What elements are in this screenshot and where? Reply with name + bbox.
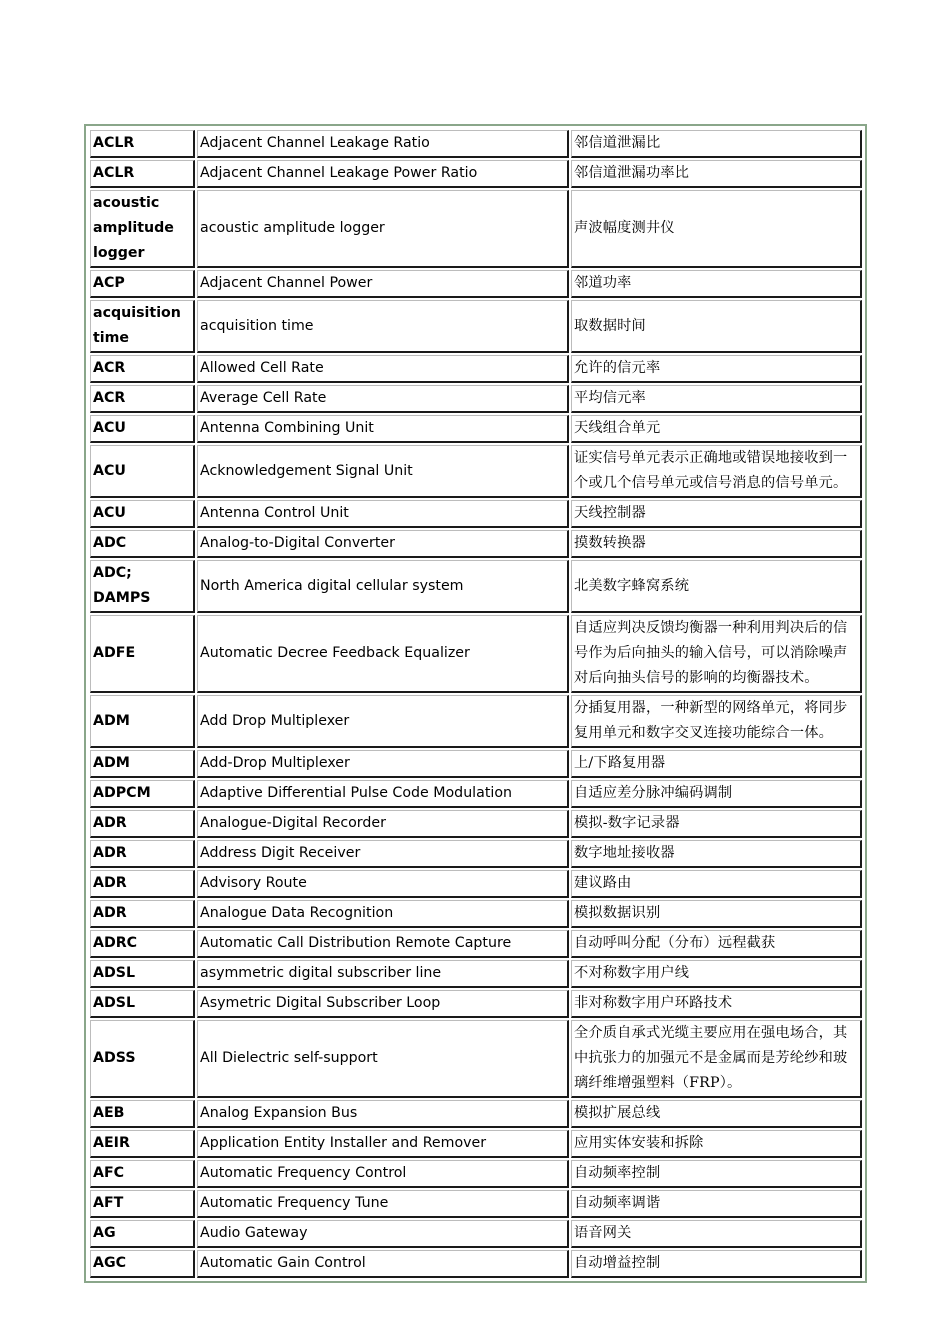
abbreviation-cell: ADSL (90, 990, 195, 1018)
glossary-table-body (90, 130, 862, 1278)
chinese-translation-cell: 自适应差分脉冲编码调制 (571, 780, 862, 808)
glossary-row (90, 1220, 862, 1248)
term-cell: Automatic Gain Control (197, 1250, 569, 1278)
term-cell: Asymetric Digital Subscriber Loop (197, 990, 569, 1018)
term-cell: All Dielectric self-support (197, 1020, 569, 1098)
abbreviation-cell: ADR (90, 870, 195, 898)
abbreviation-cell: AG (90, 1220, 195, 1248)
term-cell: Adjacent Channel Leakage Ratio (197, 130, 569, 158)
term-cell: Adjacent Channel Leakage Power Ratio (197, 160, 569, 188)
glossary-row (90, 500, 862, 528)
abbreviation-cell: ACU (90, 415, 195, 443)
chinese-translation-cell: 自动频率控制 (571, 1160, 862, 1188)
glossary-row (90, 300, 862, 353)
glossary-row (90, 160, 862, 188)
glossary-row (90, 1130, 862, 1158)
abbreviation-cell: AEB (90, 1100, 195, 1128)
chinese-translation-cell: 上/下路复用器 (571, 750, 862, 778)
chinese-translation-cell: 模拟扩展总线 (571, 1100, 862, 1128)
glossary-row (90, 990, 862, 1018)
abbreviation-cell: ADPCM (90, 780, 195, 808)
chinese-translation-cell: 声波幅度测井仪 (571, 190, 862, 268)
chinese-translation-cell: 自动增益控制 (571, 1250, 862, 1278)
term-cell: Application Entity Installer and Remover (197, 1130, 569, 1158)
chinese-translation-cell: 平均信元率 (571, 385, 862, 413)
term-cell: Acknowledgement Signal Unit (197, 445, 569, 498)
chinese-translation-cell: 允许的信元率 (571, 355, 862, 383)
term-cell: Analogue-Digital Recorder (197, 810, 569, 838)
glossary-table (88, 128, 864, 1280)
chinese-translation-cell: 天线组合单元 (571, 415, 862, 443)
chinese-translation-cell: 取数据时间 (571, 300, 862, 353)
term-cell: Address Digit Receiver (197, 840, 569, 868)
chinese-translation-cell: 建议路由 (571, 870, 862, 898)
glossary-row (90, 960, 862, 988)
chinese-translation-cell: 模拟-数字记录器 (571, 810, 862, 838)
abbreviation-cell: ADRC (90, 930, 195, 958)
glossary-row (90, 615, 862, 693)
glossary-row (90, 1020, 862, 1098)
term-cell: Analog-to-Digital Converter (197, 530, 569, 558)
glossary-row (90, 560, 862, 613)
term-cell: Analog Expansion Bus (197, 1100, 569, 1128)
chinese-translation-cell: 不对称数字用户线 (571, 960, 862, 988)
abbreviation-cell: AFT (90, 1190, 195, 1218)
term-cell: Average Cell Rate (197, 385, 569, 413)
chinese-translation-cell: 数字地址接收器 (571, 840, 862, 868)
abbreviation-cell: ADR (90, 810, 195, 838)
abbreviation-cell: ADM (90, 750, 195, 778)
abbreviation-cell: ADC (90, 530, 195, 558)
term-cell: Analogue Data Recognition (197, 900, 569, 928)
term-cell: Automatic Frequency Tune (197, 1190, 569, 1218)
term-cell: North America digital cellular system (197, 560, 569, 613)
term-cell: Allowed Cell Rate (197, 355, 569, 383)
glossary-row (90, 1250, 862, 1278)
chinese-translation-cell: 模拟数据识别 (571, 900, 862, 928)
abbreviation-cell: ACR (90, 355, 195, 383)
term-cell: acoustic amplitude logger (197, 190, 569, 268)
abbreviation-cell: ADFE (90, 615, 195, 693)
glossary-row (90, 1160, 862, 1188)
glossary-row (90, 530, 862, 558)
chinese-translation-cell: 分插复用器，一种新型的网络单元，将同步复用单元和数字交叉连接功能综合一体。 (571, 695, 862, 748)
term-cell: Advisory Route (197, 870, 569, 898)
glossary-row (90, 900, 862, 928)
glossary-row (90, 810, 862, 838)
abbreviation-cell: AFC (90, 1160, 195, 1188)
term-cell: Adjacent Channel Power (197, 270, 569, 298)
chinese-translation-cell: 北美数字蜂窝系统 (571, 560, 862, 613)
glossary-row (90, 1190, 862, 1218)
term-cell: Antenna Combining Unit (197, 415, 569, 443)
abbreviation-cell: ACLR (90, 130, 195, 158)
glossary-row (90, 930, 862, 958)
term-cell: Add-Drop Multiplexer (197, 750, 569, 778)
abbreviation-cell: ADSS (90, 1020, 195, 1098)
chinese-translation-cell: 天线控制器 (571, 500, 862, 528)
chinese-translation-cell: 邻信道泄漏功率比 (571, 160, 862, 188)
term-cell: asymmetric digital subscriber line (197, 960, 569, 988)
glossary-row (90, 750, 862, 778)
chinese-translation-cell: 邻道功率 (571, 270, 862, 298)
abbreviation-cell: ACP (90, 270, 195, 298)
glossary-row (90, 1100, 862, 1128)
abbreviation-cell: ACU (90, 500, 195, 528)
abbreviation-cell: ADR (90, 840, 195, 868)
term-cell: Antenna Control Unit (197, 500, 569, 528)
term-cell: Automatic Call Distribution Remote Capture (197, 930, 569, 958)
chinese-translation-cell: 邻信道泄漏比 (571, 130, 862, 158)
chinese-translation-cell: 自动呼叫分配（分布）远程截获 (571, 930, 862, 958)
term-cell: Add Drop Multiplexer (197, 695, 569, 748)
abbreviation-cell: ACU (90, 445, 195, 498)
abbreviation-cell: AEIR (90, 1130, 195, 1158)
abbreviation-cell: ACLR (90, 160, 195, 188)
abbreviation-cell: ADSL (90, 960, 195, 988)
glossary-row (90, 415, 862, 443)
abbreviation-cell: acquisition time (90, 300, 195, 353)
abbreviation-cell: ADM (90, 695, 195, 748)
glossary-row (90, 870, 862, 898)
chinese-translation-cell: 应用实体安装和拆除 (571, 1130, 862, 1158)
glossary-table-frame (84, 124, 867, 1283)
glossary-row (90, 780, 862, 808)
abbreviation-cell: AGC (90, 1250, 195, 1278)
term-cell: acquisition time (197, 300, 569, 353)
term-cell: Automatic Decree Feedback Equalizer (197, 615, 569, 693)
glossary-row (90, 695, 862, 748)
chinese-translation-cell: 全介质自承式光缆主要应用在强电场合，其中抗张力的加强元不是金属而是芳纶纱和玻璃纤维增强塑料（FRP）。 (571, 1020, 862, 1098)
glossary-row (90, 270, 862, 298)
chinese-translation-cell: 非对称数字用户环路技术 (571, 990, 862, 1018)
chinese-translation-cell: 自适应判决反馈均衡器一种利用判决后的信号作为后向抽头的输入信号，可以消除噪声对后向抽头信号的影响的均衡器技术。 (571, 615, 862, 693)
glossary-row (90, 385, 862, 413)
chinese-translation-cell: 自动频率调谐 (571, 1190, 862, 1218)
abbreviation-cell: acoustic amplitude logger (90, 190, 195, 268)
glossary-row (90, 355, 862, 383)
chinese-translation-cell: 摸数转换器 (571, 530, 862, 558)
chinese-translation-cell: 证实信号单元表示正确地或错误地接收到一个或几个信号单元或信号消息的信号单元。 (571, 445, 862, 498)
glossary-row (90, 190, 862, 268)
glossary-row (90, 130, 862, 158)
term-cell: Automatic Frequency Control (197, 1160, 569, 1188)
abbreviation-cell: ADR (90, 900, 195, 928)
chinese-translation-cell: 语音网关 (571, 1220, 862, 1248)
glossary-row (90, 445, 862, 498)
abbreviation-cell: ADC; DAMPS (90, 560, 195, 613)
term-cell: Audio Gateway (197, 1220, 569, 1248)
abbreviation-cell: ACR (90, 385, 195, 413)
glossary-row (90, 840, 862, 868)
term-cell: Adaptive Differential Pulse Code Modulation (197, 780, 569, 808)
